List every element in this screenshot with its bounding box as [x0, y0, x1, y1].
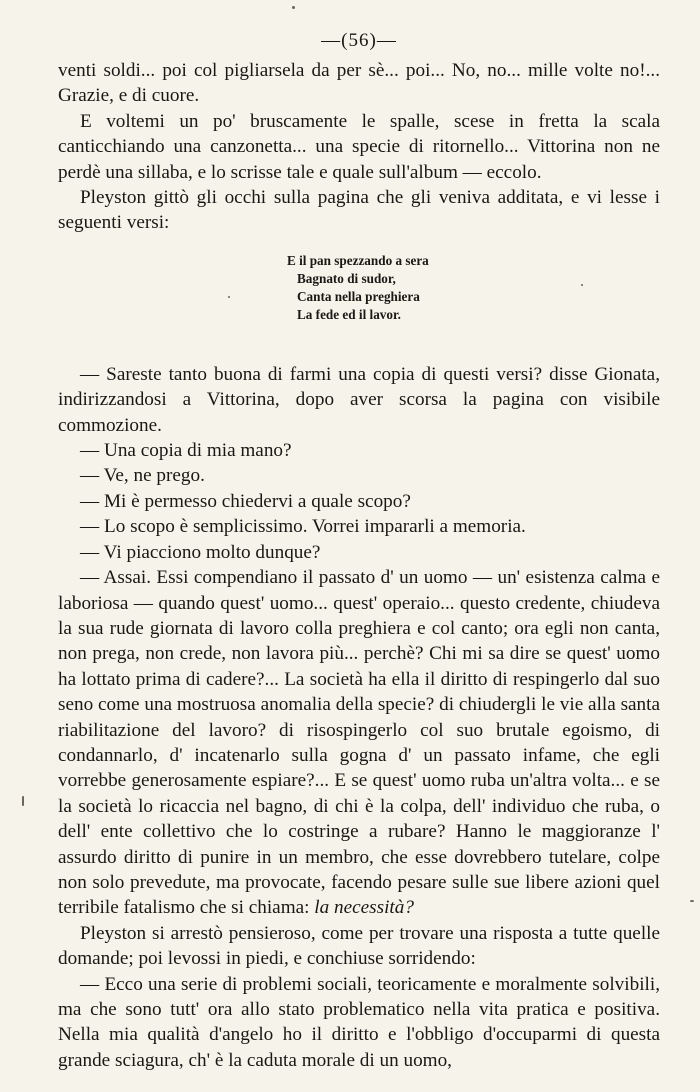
verse-line-1: E il pan spezzando a sera: [287, 252, 429, 268]
paper-speck: [690, 900, 694, 902]
spacer: [58, 344, 660, 362]
dialogue-line-4: — Mi è permesso chiedervi a quale scopo?: [80, 490, 411, 512]
paragraph-1: venti soldi... poi col pigliarsela da per sè... poi... No, no... mille volte no!... Grazie, e di cuore.: [58, 60, 660, 107]
verse-line-4: La fede ed il lavor.: [297, 306, 401, 322]
paper-speck: [228, 296, 230, 298]
dialogue-line-8: — Ecco una serie di problemi sociali, teoricamente e moralmente solvibili, ma che sono tutt' ora allo stato problematico nella vita pratica e positiva. Nella mia qualità d'angelo ho il diritto e l'obbligo d'occuparmi di questa grande sciagura, ch' è la caduta morale di un uomo,: [58, 973, 660, 1071]
dialogue-line-5: — Lo scopo è semplicissimo. Vorrei impararli a memoria.: [80, 516, 526, 538]
dialogue-line-7-text: — Assai. Essi compendiano il passato d' un uomo — un' esistenza calma e laboriosa — quando quest' uomo... quest' operaio... questo credente, chiudeva la sua rude giornata di lavoro colla preghiera e col canto; ora egli non canta, non prega, non crede, non lavora più... perchè? Chi mi sa dire se quest' uomo ha lottato prima di cadere?... La società ha ella il diritto di respingerlo dal suo seno come una mostruosa anomalia della specie? di chiudergli le vie alla santa riabilitazione del lavoro? di risospingerlo col suo brutale egoismo, di condannarlo, d' incatenarlo sulla gogna d' un passato infame, che egli vorrebbe generosamente espiare?... E se quest' uomo ruba un'altra volta... e se la società lo ricaccia nel bagno, di chi è la colpa, dell' individuo che ruba, o dell' ente collettivo che lo costringe a rubare? Hanno le maggioranze l' assurdo diritto di punire in un membro, che esse dovrebbero tutelare, colpe non solo prevedute, ma provocate, facendo pesare sulle sue libere azioni quel terribile fatalismo che si chiama:: [58, 567, 660, 919]
paper-speck: [292, 6, 295, 9]
paragraph-2: E voltemi un po' bruscamente le spalle, scese in fretta la scala canticchiando una canzonetta... una specie di ritornello... Vittorina non ne perdè una sillaba, e lo scrisse tale e quale sull'album — eccolo.: [58, 110, 660, 183]
dialogue-line-6: — Vi piacciono molto dunque?: [80, 541, 321, 563]
verse-line-2: Bagnato di sudor,: [297, 270, 396, 286]
dialogue-line-3: — Ve, ne prego.: [80, 465, 205, 487]
page-number: —(56)—: [321, 30, 397, 51]
paper-speck: [581, 284, 583, 286]
dialogue-line-1: — Sareste tanto buona di farmi una copia di questi versi? disse Gionata, indirizzandosi a Vittorina, dopo aver scorsa la pagina con visibile commozione.: [58, 363, 660, 436]
verse-line-3: Canta nella preghiera: [297, 288, 420, 304]
dialogue-line-7: [58, 565, 660, 921]
narration-paragraph: Pleyston si arrestò pensieroso, come per trovare una risposta a tutte quelle domande; poi levossi in piedi, e conchiuse sorridendo:: [58, 922, 660, 970]
dialogue-line-2: — Una copia di mia mano?: [80, 440, 292, 462]
paper-speck: [22, 796, 24, 806]
paragraph-3: Pleyston gittò gli occhi sulla pagina che gli veniva additata, e vi lesse i seguenti versi:: [58, 187, 660, 234]
italic-phrase: la necessità?: [314, 897, 414, 919]
verse-block: [287, 252, 660, 324]
